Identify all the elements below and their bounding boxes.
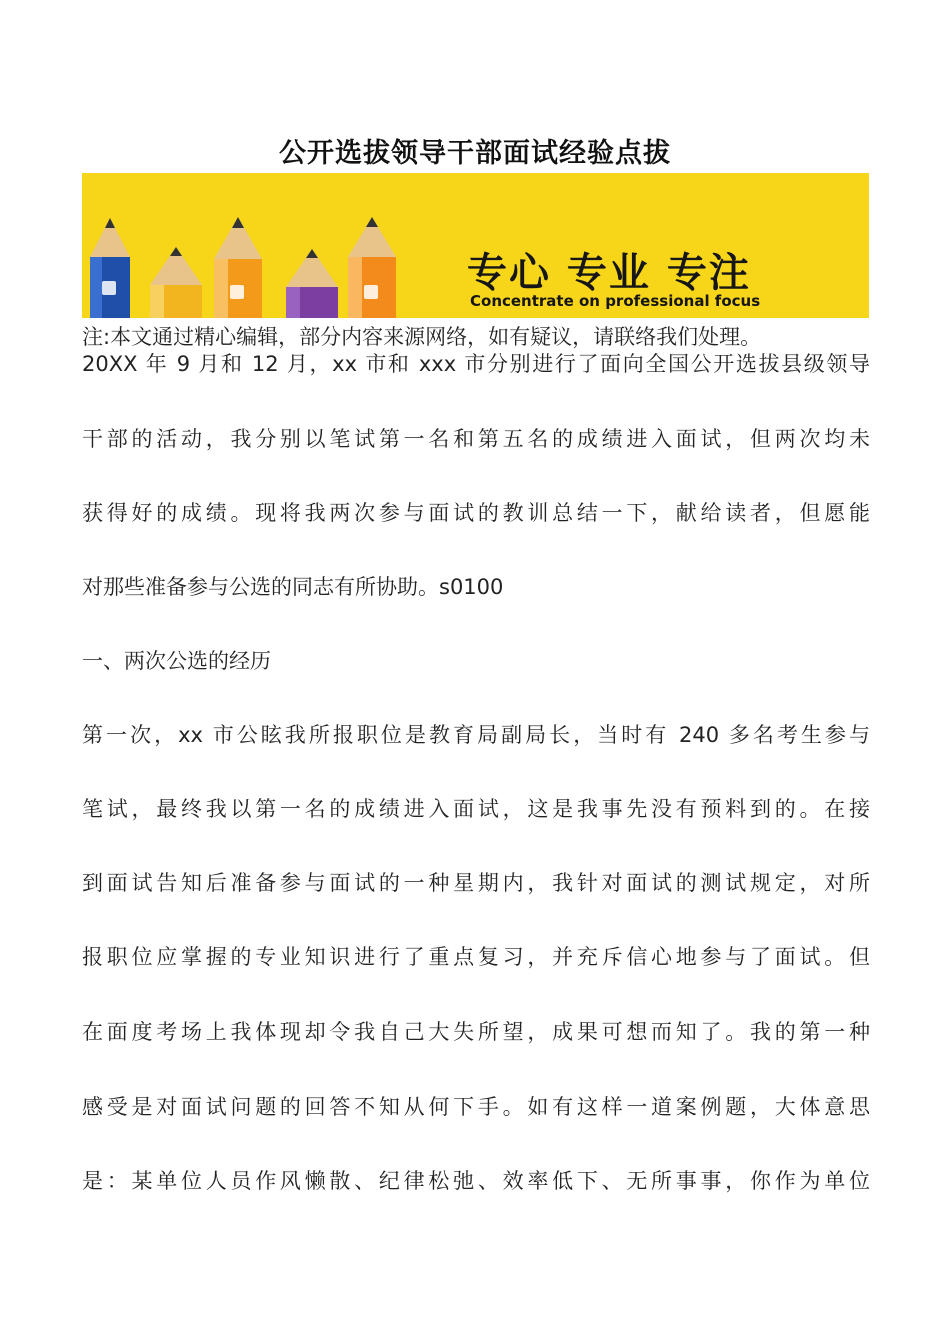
pencil-orange-icon: [214, 217, 262, 318]
body-line: 第一次，xx 市公眩我所报职位是教育局副局长，当时有 240 多名考生参与: [82, 723, 870, 747]
body-line: 报职位应掌握的专业知识进行了重点复习，并充斥信心地参与了面试。但: [82, 945, 870, 969]
body-line: 到面试告知后准备参与面试的一种星期内，我针对面试的测试规定，对所: [82, 871, 870, 895]
editor-note: 注:本文通过精心编辑，部分内容来源网络，如有疑议，请联络我们处理。: [82, 325, 762, 349]
pencil-amber-icon: [348, 217, 396, 318]
pencil-purple-icon: [286, 249, 338, 318]
body-line: 是：某单位人员作风懒散、纪律松弛、效率低下、无所事事，你作为单位: [82, 1169, 870, 1193]
body-line: 感受是对面试问题的回答不知从何下手。如有这样一道案例题，大体意思: [82, 1095, 870, 1119]
body-line: 获得好的成绩。现将我两次参与面试的教训总结一下，献给读者，但愿能: [82, 501, 870, 525]
document-title: 公开选拔领导干部面试经验点拔: [279, 138, 671, 169]
body-line: 在面度考场上我体现却令我自己大失所望，成果可想而知了。我的第一种: [82, 1020, 870, 1044]
banner-tagline: Concentrate on professional focus: [470, 292, 761, 310]
body-line: 笔试，最终我以第一名的成绩进入面试，这是我事先没有预料到的。在接: [82, 797, 870, 821]
body-line: 20XX 年 9 月和 12 月，xx 市和 xxx 市分别进行了面向全国公开选拔县级领导: [82, 352, 870, 376]
pencil-blue-icon: [90, 218, 130, 318]
banner-headline: 专心 专业 专注: [467, 250, 751, 296]
body-line: 对那些准备参与公选的同志有所协助。s0100: [82, 575, 504, 599]
banner-image: [82, 173, 869, 318]
section-heading: 一、两次公选的经历: [82, 649, 271, 673]
pencil-yellow-icon: [150, 247, 202, 318]
body-line: 干部的活动，我分别以笔试第一名和第五名的成绩进入面试，但两次均未: [82, 427, 870, 451]
